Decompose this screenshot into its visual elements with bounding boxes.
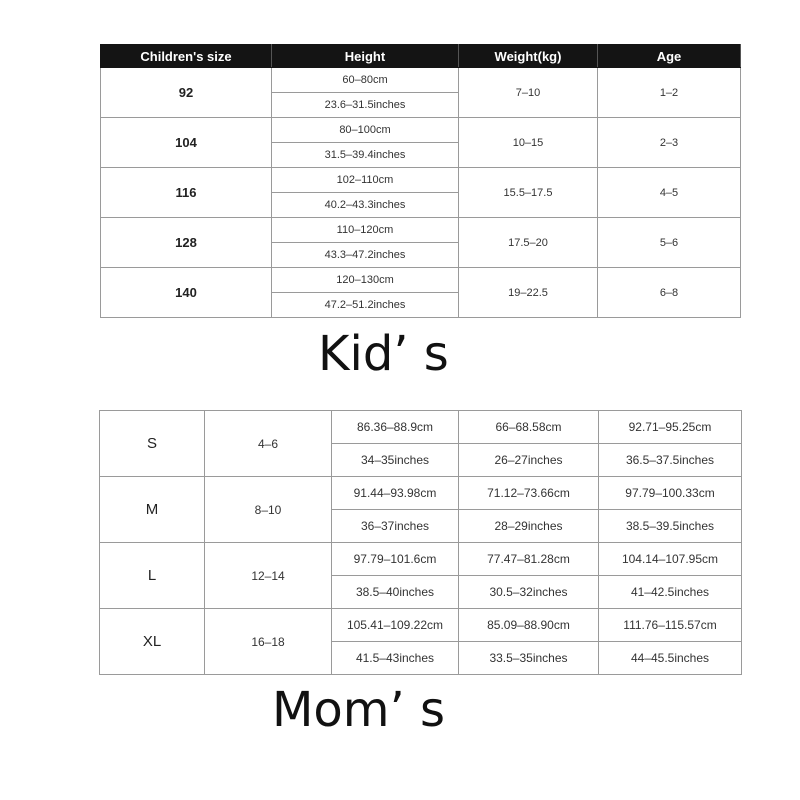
table-row: [100, 477, 742, 510]
table-row: [101, 268, 741, 293]
header-weight: Weight(kg): [459, 45, 598, 68]
age-cell: 2–3: [598, 118, 741, 168]
measure-cm-cell: 105.41–109.22cm: [332, 609, 459, 642]
height-cm-cell: 60–80cm: [272, 68, 459, 93]
age-cell: 6–8: [598, 268, 741, 318]
measure-inches-cell: 38.5–40inches: [332, 576, 459, 609]
us-size-cell: 8–10: [205, 477, 332, 543]
moms-size-cell: M: [100, 477, 205, 543]
measure-cm-cell: 85.09–88.90cm: [459, 609, 599, 642]
header-height: Height: [272, 45, 459, 68]
kids-header-row: [101, 45, 741, 68]
kids-size-table: [100, 44, 741, 318]
measure-cm-cell: 71.12–73.66cm: [459, 477, 599, 510]
table-row: [100, 411, 742, 444]
header-age: Age: [598, 45, 741, 68]
moms-size-cell: XL: [100, 609, 205, 675]
weight-cell: 19–22.5: [459, 268, 598, 318]
weight-cell: 10–15: [459, 118, 598, 168]
height-cm-cell: 110–120cm: [272, 218, 459, 243]
table-row: [101, 68, 741, 93]
age-cell: 5–6: [598, 218, 741, 268]
age-cell: 4–5: [598, 168, 741, 218]
measure-inches-cell: 36–37inches: [332, 510, 459, 543]
table-row: [100, 609, 742, 642]
header-childrens-size: Children's size: [101, 45, 272, 68]
moms-caption: Mom’ s: [272, 682, 446, 738]
height-inches-cell: 23.6–31.5inches: [272, 93, 459, 118]
measure-inches-cell: 36.5–37.5inches: [599, 444, 742, 477]
measure-cm-cell: 66–68.58cm: [459, 411, 599, 444]
weight-cell: 15.5–17.5: [459, 168, 598, 218]
table-row: [100, 543, 742, 576]
kids-size-cell: 116: [101, 168, 272, 218]
age-cell: 1–2: [598, 68, 741, 118]
measure-cm-cell: 77.47–81.28cm: [459, 543, 599, 576]
us-size-cell: 4–6: [205, 411, 332, 477]
measure-cm-cell: 92.71–95.25cm: [599, 411, 742, 444]
weight-cell: 17.5–20: [459, 218, 598, 268]
table-row: [101, 218, 741, 243]
height-inches-cell: 47.2–51.2inches: [272, 293, 459, 318]
table-row: [101, 118, 741, 143]
moms-size-cell: S: [100, 411, 205, 477]
measure-inches-cell: 30.5–32inches: [459, 576, 599, 609]
us-size-cell: 12–14: [205, 543, 332, 609]
measure-inches-cell: 41.5–43inches: [332, 642, 459, 675]
kids-size-cell: 140: [101, 268, 272, 318]
height-inches-cell: 40.2–43.3inches: [272, 193, 459, 218]
measure-inches-cell: 33.5–35inches: [459, 642, 599, 675]
table-row: [101, 168, 741, 193]
measure-inches-cell: 34–35inches: [332, 444, 459, 477]
height-cm-cell: 102–110cm: [272, 168, 459, 193]
height-cm-cell: 120–130cm: [272, 268, 459, 293]
measure-inches-cell: 38.5–39.5inches: [599, 510, 742, 543]
measure-cm-cell: 111.76–115.57cm: [599, 609, 742, 642]
us-size-cell: 16–18: [205, 609, 332, 675]
kids-size-cell: 128: [101, 218, 272, 268]
kids-size-cell: 92: [101, 68, 272, 118]
measure-inches-cell: 41–42.5inches: [599, 576, 742, 609]
height-inches-cell: 31.5–39.4inches: [272, 143, 459, 168]
measure-cm-cell: 97.79–100.33cm: [599, 477, 742, 510]
kids-size-cell: 104: [101, 118, 272, 168]
height-cm-cell: 80–100cm: [272, 118, 459, 143]
moms-size-cell: L: [100, 543, 205, 609]
measure-cm-cell: 86.36–88.9cm: [332, 411, 459, 444]
measure-cm-cell: 91.44–93.98cm: [332, 477, 459, 510]
weight-cell: 7–10: [459, 68, 598, 118]
measure-cm-cell: 97.79–101.6cm: [332, 543, 459, 576]
moms-size-table: [99, 410, 742, 675]
measure-cm-cell: 104.14–107.95cm: [599, 543, 742, 576]
measure-inches-cell: 44–45.5inches: [599, 642, 742, 675]
height-inches-cell: 43.3–47.2inches: [272, 243, 459, 268]
measure-inches-cell: 28–29inches: [459, 510, 599, 543]
kids-caption: Kid’ s: [318, 326, 449, 382]
measure-inches-cell: 26–27inches: [459, 444, 599, 477]
